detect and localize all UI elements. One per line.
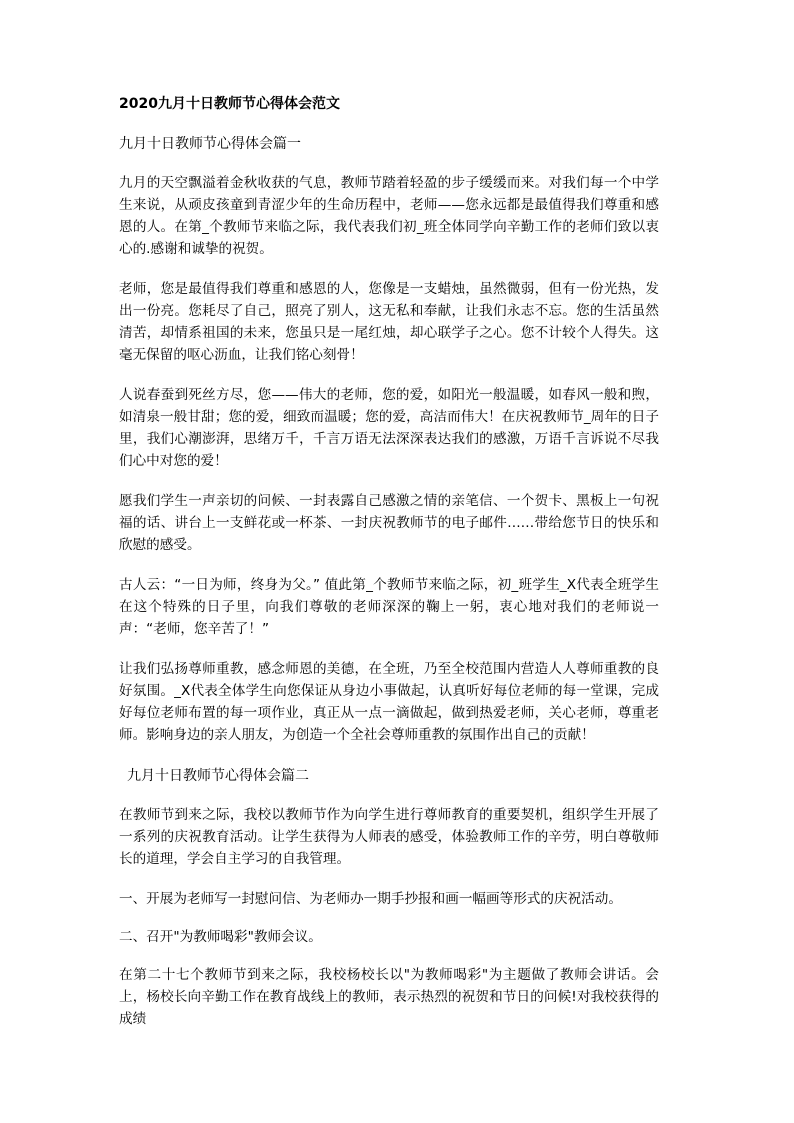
paragraph: 愿我们学生一声亲切的问候、一封表露自己感激之情的亲笔信、一个贺卡、黑板上一句祝福的话、讲台上一支鲜花或一杯茶、一封庆祝教师节的电子邮件……带给您节日的快乐和欣慰的感受。 — [119, 493, 659, 553]
section-heading-2: 九月十日教师节心得体会篇二 — [127, 768, 309, 784]
document-title: 2020九月十日教师节心得体会范文 — [119, 96, 340, 112]
paragraph: 老师，您是最值得我们尊重和感恩的人，您像是一支蜡烛，虽然微弱，但有一份光热，发出一份亮。您耗尽了自己，照亮了别人，这无私和奉献，让我们永志不忘。您的生活虽然清苦，却情系祖国的未来，您虽只是一尾红烛，却心联学子之心。您不计较个人得失。这毫无保留的呕心沥血，让我们铭心刻骨！ — [119, 281, 659, 363]
paragraph: 二、召开"为教师喝彩"教师会议。 — [119, 929, 322, 945]
paragraph: 古人云：“一日为师，终身为父。” 值此第_个教师节来临之际，初_班学生_X代表全班学生在这个特殊的日子里，向我们尊敬的老师深深的鞠上一躬，衷心地对我们的老师说一声：“老师，您辛苦了！” — [119, 577, 659, 637]
paragraph: 让我们弘扬尊师重教，感念师恩的美德，在全班，乃至全校范围内营造人人尊师重教的良好氛围。_X代表全体学生向您保证从身边小事做起，认真听好每位老师的每一堂课，完成好每位老师布置的每一项作业，真正从一点一滴做起，做到热爱老师，关心老师，尊重老师。影响身边的亲人朋友，为创造一个全社会尊师重教的氛围作出自己的贡献！ — [119, 661, 659, 743]
document-page — [119, 92, 659, 1048]
paragraph: 九月的天空飘溢着金秋收获的气息，教师节踏着轻盈的步子缓缓而来。对我们每一个中学生来说，从顽皮孩童到青涩少年的生命历程中，老师——您永远都是最值得我们尊重和感恩的人。在第_个教师节来临之际，我代表我们初_班全体同学向辛勤工作的老师们致以衷心的.感谢和诚挚的祝贺。 — [119, 175, 659, 257]
paragraph: 在第二十七个教师节到来之际，我校杨校长以"为教师喝彩"为主题做了教师会讲话。会上，杨校长向辛勤工作在教育战线上的教师，表示热烈的祝贺和节日的问候!对我校获得的成绩 — [119, 967, 659, 1027]
paragraph: 一、开展为老师写一封慰问信、为老师办一期手抄报和画一幅画等形式的庆祝活动。 — [119, 891, 622, 907]
section-heading-1: 九月十日教师节心得体会篇一 — [119, 136, 301, 152]
paragraph: 人说春蚕到死丝方尽，您——伟大的老师，您的爱，如阳光一般温暖，如春风一般和煦，如清泉一般甘甜；您的爱，细致而温暖；您的爱，高洁而伟大！在庆祝教师节_周年的日子里，我们心潮澎湃，思绪万千，千言万语无法深深表达我们的感激，万语千言诉说不尽我们心中对您的爱！ — [119, 387, 659, 469]
paragraph: 在教师节到来之际，我校以教师节作为向学生进行尊师教育的重要契机，组织学生开展了一系列的庆祝教育活动。让学生获得为人师表的感受，体验教师工作的辛劳，明白尊敬师长的道理，学会自主学习的自我管理。 — [119, 807, 659, 867]
